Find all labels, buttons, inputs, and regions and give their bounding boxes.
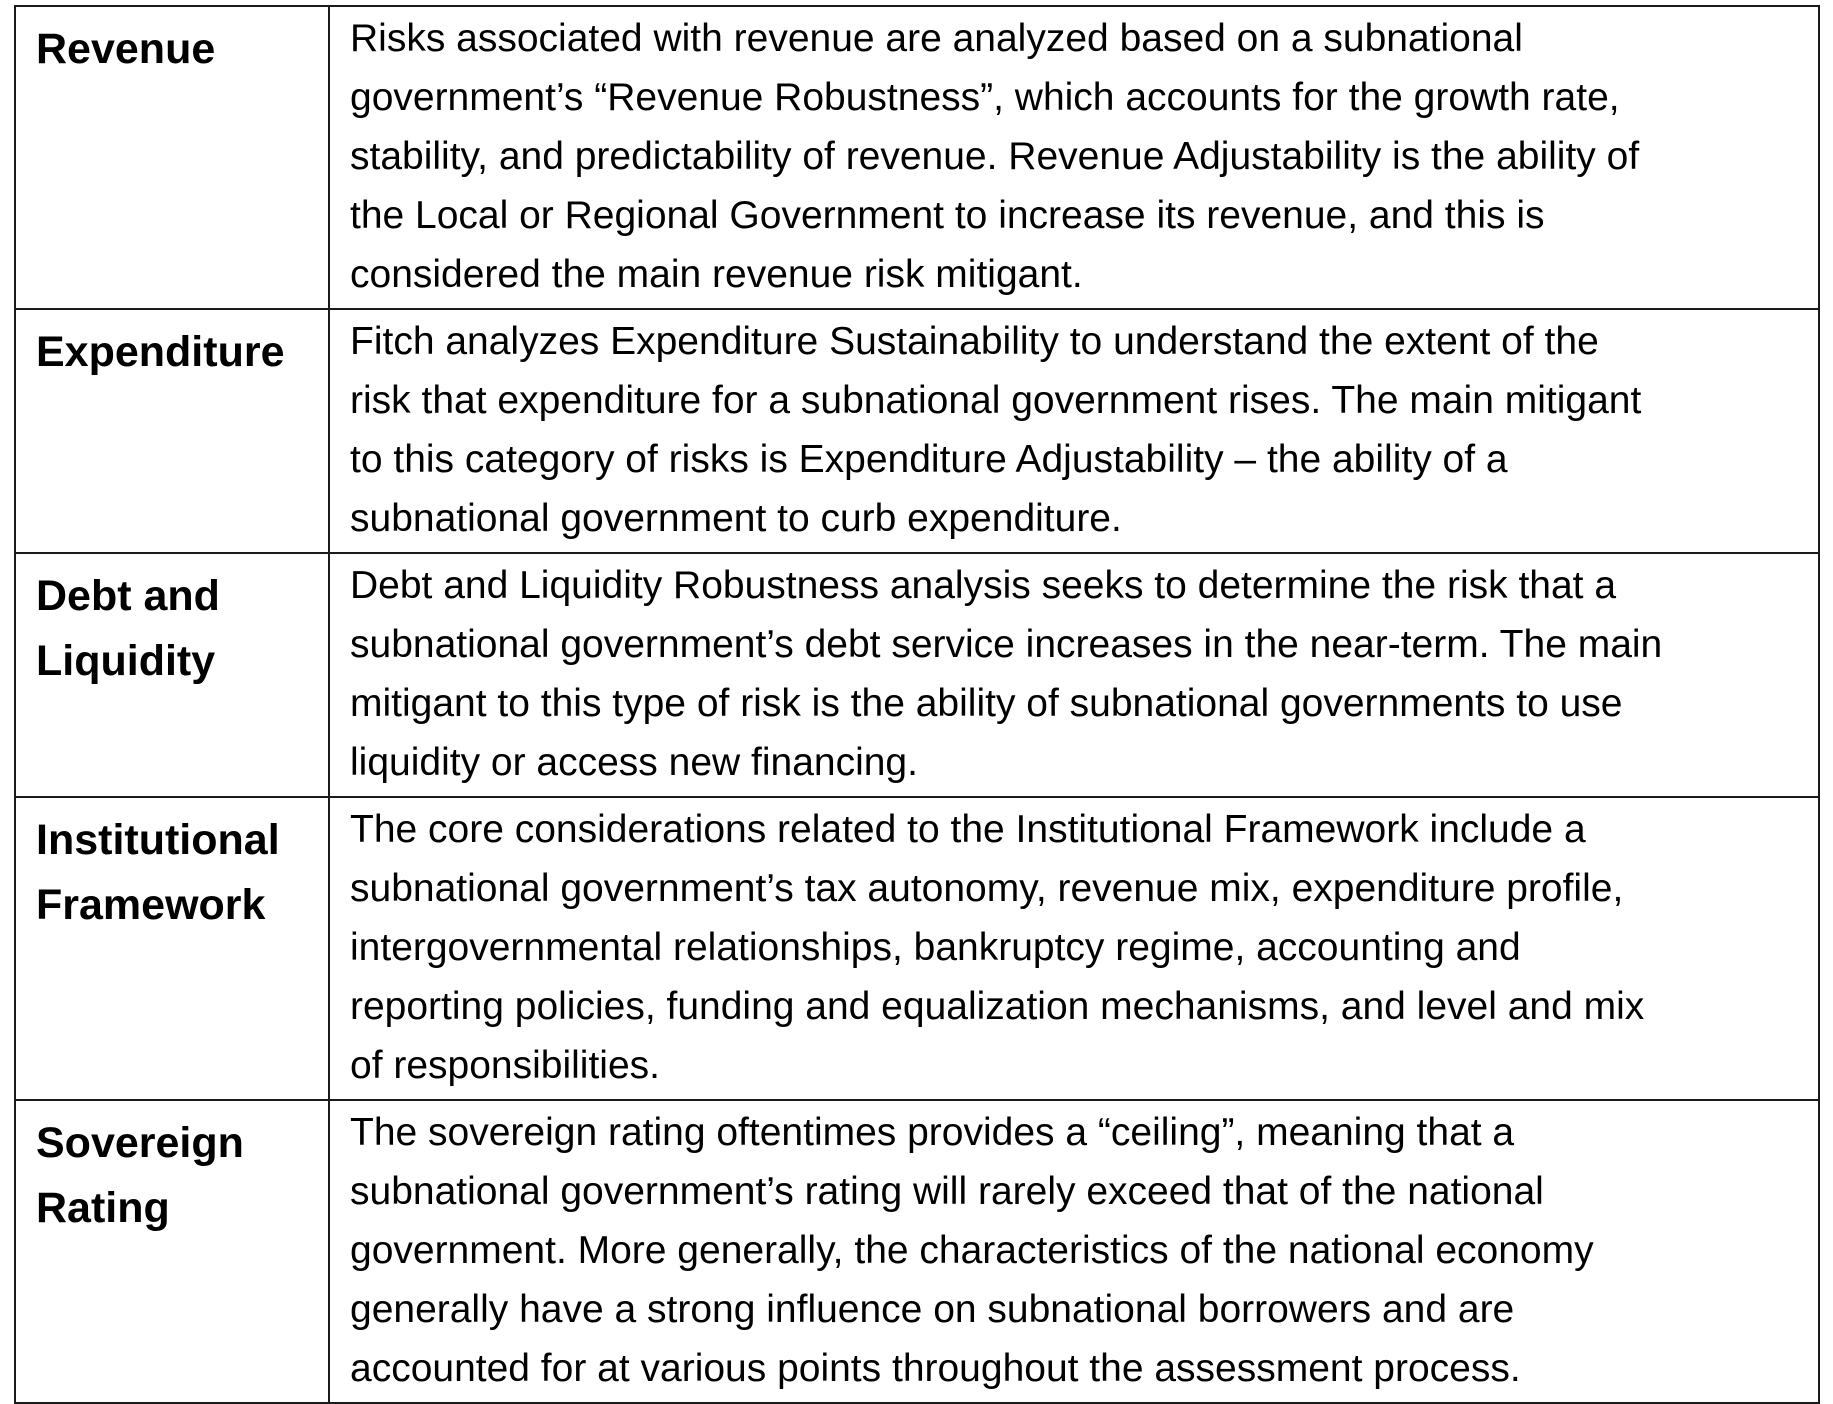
- description-line: to this category of risks is Expenditure Adjustability – the ability of a: [350, 438, 1508, 481]
- description-line: the Local or Regional Government to increase its revenue, and this is: [350, 194, 1545, 237]
- category-label: Expenditure: [36, 328, 285, 376]
- category-label: Sovereign: [36, 1119, 244, 1167]
- description-line: mitigant to this type of risk is the ability of subnational governments to use: [350, 682, 1623, 725]
- category-cell-expenditure: [15, 309, 329, 553]
- description-cell-expenditure: [329, 309, 1819, 553]
- category-label: Institutional: [36, 816, 280, 864]
- category-label: Rating: [36, 1184, 170, 1232]
- risk-factors-table-body: [15, 6, 1819, 1403]
- description-line: accounted for at various points throughout the assessment process.: [350, 1347, 1521, 1390]
- description-line: government. More generally, the characteristics of the national economy: [350, 1229, 1594, 1272]
- description-line: Fitch analyzes Expenditure Sustainability to understand the extent of the: [350, 320, 1599, 363]
- description-line: of responsibilities.: [350, 1044, 660, 1087]
- description-cell-revenue: [329, 6, 1819, 309]
- description-line: subnational government to curb expenditure.: [350, 497, 1122, 540]
- table-row-expenditure: [15, 309, 1819, 553]
- description-cell-debt-and-liquidity: [329, 553, 1819, 797]
- description-line: The sovereign rating oftentimes provides a “ceiling”, meaning that a: [350, 1111, 1515, 1154]
- description-line: stability, and predictability of revenue. Revenue Adjustability is the ability of: [350, 135, 1640, 178]
- description-line: Debt and Liquidity Robustness analysis seeks to determine the risk that a: [350, 564, 1617, 607]
- description-cell-sovereign-rating: [329, 1100, 1819, 1403]
- description-line: liquidity or access new financing.: [350, 741, 918, 784]
- risk-factors-table: [14, 5, 1820, 1404]
- category-cell-sovereign-rating: [15, 1100, 329, 1403]
- description-line: generally have a strong influence on subnational borrowers and are: [350, 1288, 1515, 1331]
- category-label: Framework: [36, 881, 266, 929]
- description-line: subnational government’s rating will rarely exceed that of the national: [350, 1170, 1544, 1213]
- description-line: government’s “Revenue Robustness”, which accounts for the growth rate,: [350, 76, 1620, 119]
- table-row-debt-and-liquidity: [15, 553, 1819, 797]
- description-line: The core considerations related to the Institutional Framework include a: [350, 808, 1586, 851]
- description-line: Risks associated with revenue are analyzed based on a subnational: [350, 17, 1523, 60]
- description-line: intergovernmental relationships, bankruptcy regime, accounting and: [350, 926, 1521, 969]
- table-row-sovereign-rating: [15, 1100, 1819, 1403]
- description-line: risk that expenditure for a subnational government rises. The main mitigant: [350, 379, 1642, 422]
- category-label: Liquidity: [36, 637, 216, 685]
- description-line: subnational government’s tax autonomy, revenue mix, expenditure profile,: [350, 867, 1624, 910]
- table-row-institutional-framework: [15, 797, 1819, 1100]
- table-row-revenue: [15, 6, 1819, 309]
- category-cell-institutional-framework: [15, 797, 329, 1100]
- description-line: considered the main revenue risk mitigant.: [350, 253, 1083, 296]
- description-cell-institutional-framework: [329, 797, 1819, 1100]
- description-line: reporting policies, funding and equalization mechanisms, and level and mix: [350, 985, 1645, 1028]
- description-line: subnational government’s debt service increases in the near-term. The main: [350, 623, 1663, 666]
- category-cell-revenue: [15, 6, 329, 309]
- category-cell-debt-and-liquidity: [15, 553, 329, 797]
- category-label: Revenue: [36, 25, 216, 73]
- category-label: Debt and: [36, 572, 220, 620]
